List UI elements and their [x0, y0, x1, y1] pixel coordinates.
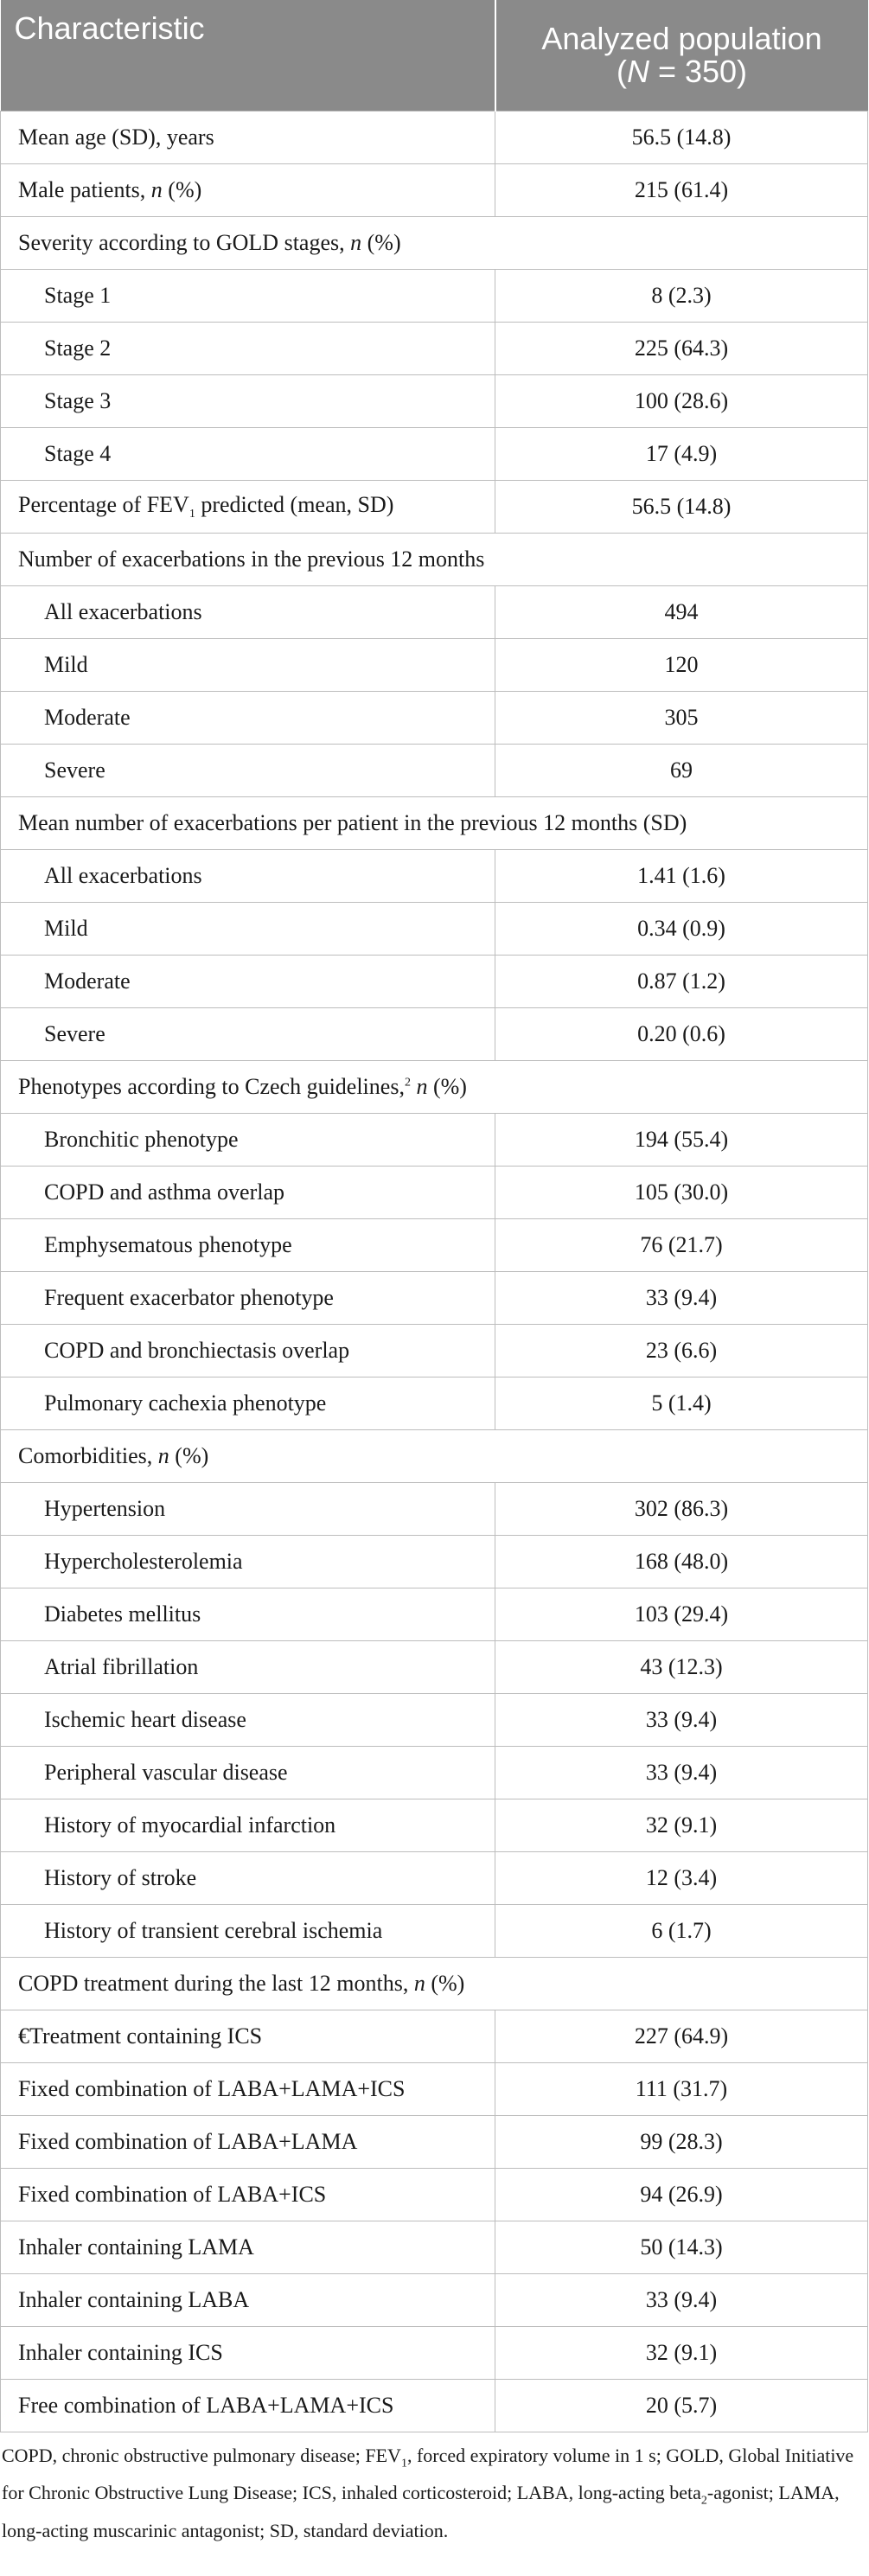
row-label-text: Stage 2: [44, 336, 112, 361]
row-label-text: Inhaler containing LABA: [18, 2287, 250, 2312]
table-row: [1, 1272, 868, 1325]
row-label: [1, 2327, 495, 2380]
row-value: 17 (4.9): [495, 428, 868, 481]
table-row: [1, 586, 868, 639]
row-value: 0.87 (1.2): [495, 956, 868, 1008]
row-label-suffix: (%): [361, 230, 401, 255]
table-row: [1, 639, 868, 692]
table-row: [1, 481, 868, 534]
table-row: [1, 1799, 868, 1852]
row-label: [1, 639, 495, 692]
row-label-text: Number of exacerbations in the previous 12 months: [18, 547, 485, 572]
header-n-symbol: N: [626, 54, 649, 89]
row-value: 56.5 (14.8): [495, 481, 868, 534]
row-label-italic: n: [157, 1443, 169, 1468]
row-value: 32 (9.1): [495, 1799, 868, 1852]
row-label-text: Mean number of exacerbations per patient in the previous 12 months (SD): [18, 810, 687, 835]
table-row: [1, 1641, 868, 1694]
row-label-text: All exacerbations: [44, 863, 202, 888]
row-label: [1, 1061, 868, 1114]
table-section-row: [1, 797, 868, 850]
row-value: 225 (64.3): [495, 323, 868, 375]
row-value: 168 (48.0): [495, 1536, 868, 1588]
row-label-suffix: (%): [427, 1074, 467, 1099]
table-row: [1, 164, 868, 217]
row-value: 94 (26.9): [495, 2169, 868, 2221]
row-label-text: Percentage of FEV: [18, 491, 189, 517]
table-section-row: [1, 217, 868, 270]
table-row: [1, 2221, 868, 2274]
row-value: 0.34 (0.9): [495, 903, 868, 956]
table-row: [1, 2380, 868, 2432]
row-label: [1, 481, 495, 534]
table-row: [1, 2327, 868, 2380]
row-label: [1, 1641, 495, 1694]
row-value: 1.41 (1.6): [495, 850, 868, 903]
row-label-text: History of transient cerebral ischemia: [44, 1918, 383, 1943]
table-section-row: [1, 1958, 868, 2010]
header-population-label: Analyzed population: [541, 21, 822, 56]
row-label: [1, 1483, 495, 1536]
row-label-text: Hypertension: [44, 1496, 166, 1521]
table-row: [1, 2116, 868, 2169]
table-row: [1, 745, 868, 797]
row-value: 5 (1.4): [495, 1377, 868, 1430]
row-value: 227 (64.9): [495, 2010, 868, 2063]
row-value: 494: [495, 586, 868, 639]
table-row: [1, 375, 868, 428]
row-label: [1, 2380, 495, 2432]
row-label-text: COPD treatment during the last 12 months,: [18, 1971, 414, 1996]
row-label: [1, 1219, 495, 1272]
row-label: [1, 1430, 868, 1483]
row-label: [1, 1905, 495, 1958]
row-value: 215 (61.4): [495, 164, 868, 217]
row-label-text: Male patients,: [18, 177, 151, 202]
row-label-text: Fixed combination of LABA+LAMA+ICS: [18, 2076, 406, 2101]
table-row: [1, 270, 868, 323]
row-value: 69: [495, 745, 868, 797]
row-label: [1, 903, 495, 956]
table-row: [1, 1325, 868, 1377]
table-row: [1, 1536, 868, 1588]
row-label: [1, 1008, 495, 1061]
row-value: 33 (9.4): [495, 1694, 868, 1747]
row-label-text: Pulmonary cachexia phenotype: [44, 1390, 327, 1416]
row-label-text: Peripheral vascular disease: [44, 1760, 288, 1785]
row-label-text: Severity according to GOLD stages,: [18, 230, 351, 255]
table-row: [1, 1694, 868, 1747]
row-label: [1, 1325, 495, 1377]
row-label-suffix: (%): [162, 177, 202, 202]
row-label-text: Inhaler containing ICS: [18, 2340, 223, 2365]
row-label-text: Severe: [44, 757, 105, 783]
row-label-text: Fixed combination of LABA+LAMA: [18, 2129, 358, 2154]
row-label: [1, 2221, 495, 2274]
table-row: [1, 323, 868, 375]
row-label-italic: n: [150, 177, 163, 202]
row-label-superscript: 2: [404, 1076, 411, 1090]
row-value: 302 (86.3): [495, 1483, 868, 1536]
table-row: [1, 1114, 868, 1167]
row-value: 56.5 (14.8): [495, 112, 868, 164]
table-row: [1, 1167, 868, 1219]
table-row: [1, 956, 868, 1008]
table-row: [1, 2063, 868, 2116]
header-n-value: = 350): [649, 54, 748, 89]
row-label: [1, 1167, 495, 1219]
footnote-sub-1: 1: [400, 2457, 407, 2471]
table-row: [1, 2010, 868, 2063]
row-value: 20 (5.7): [495, 2380, 868, 2432]
row-value: 12 (3.4): [495, 1852, 868, 1905]
row-value: 99 (28.3): [495, 2116, 868, 2169]
header-n-open: (: [616, 54, 627, 89]
table-row: [1, 1747, 868, 1799]
row-label: [1, 217, 868, 270]
table-body: [1, 112, 868, 2432]
row-value: 105 (30.0): [495, 1167, 868, 1219]
row-label-text: Diabetes mellitus: [44, 1601, 201, 1627]
row-label-text: Hypercholesterolemia: [44, 1549, 243, 1574]
row-label-italic: n: [413, 1971, 425, 1996]
row-value: 33 (9.4): [495, 1747, 868, 1799]
table-section-row: [1, 1061, 868, 1114]
row-label-italic: n: [410, 1074, 428, 1099]
row-label: [1, 1747, 495, 1799]
row-label: [1, 2116, 495, 2169]
row-label-text: Free combination of LABA+LAMA+ICS: [18, 2393, 394, 2418]
row-label: [1, 2010, 495, 2063]
table-header: [1, 0, 868, 112]
row-label: [1, 1588, 495, 1641]
row-value: 120: [495, 639, 868, 692]
row-value: 76 (21.7): [495, 1219, 868, 1272]
row-label-text: Mean age (SD), years: [18, 125, 214, 150]
row-label-text: Severe: [44, 1021, 105, 1046]
row-label-text: Frequent exacerbator phenotype: [44, 1285, 334, 1310]
row-label: [1, 375, 495, 428]
row-value: 43 (12.3): [495, 1641, 868, 1694]
row-label-text: Atrial fibrillation: [44, 1654, 199, 1679]
table-row: [1, 112, 868, 164]
row-label-text: Fixed combination of LABA+ICS: [18, 2182, 327, 2207]
row-label: [1, 270, 495, 323]
table-row: [1, 1483, 868, 1536]
row-label: [1, 1799, 495, 1852]
row-value: 103 (29.4): [495, 1588, 868, 1641]
row-label: [1, 2169, 495, 2221]
row-label: [1, 1694, 495, 1747]
header-characteristic: Characteristic: [1, 0, 495, 112]
row-label-text: Moderate: [44, 968, 131, 994]
table-row: [1, 903, 868, 956]
row-label: [1, 164, 495, 217]
row-label-text: Mild: [44, 652, 88, 677]
row-label: [1, 586, 495, 639]
row-label: [1, 1272, 495, 1325]
row-label-text: €Treatment containing ICS: [18, 2023, 263, 2049]
row-label: [1, 1852, 495, 1905]
row-value: 32 (9.1): [495, 2327, 868, 2380]
row-label: [1, 428, 495, 481]
row-label-italic: n: [350, 230, 362, 255]
row-label-text: Stage 1: [44, 283, 112, 308]
row-label: [1, 692, 495, 745]
row-label-text: Bronchitic phenotype: [44, 1127, 239, 1152]
row-label-text: Moderate: [44, 705, 131, 730]
table-row: [1, 1219, 868, 1272]
table-section-row: [1, 534, 868, 586]
row-label-text: Phenotypes according to Czech guidelines,: [18, 1074, 405, 1099]
header-row: [1, 0, 868, 112]
footnote-text-1: COPD, chronic obstructive pulmonary disease; FEV: [2, 2445, 401, 2466]
footnote-sub-2: 2: [700, 2494, 707, 2508]
row-label-text: Emphysematous phenotype: [44, 1232, 292, 1257]
table-row: [1, 1008, 868, 1061]
row-value: 8 (2.3): [495, 270, 868, 323]
footnote-text-2: , forced expiratory volume in 1 s; GOLD, Global Initiative for Chronic Obstructive Lung Disease; ICS, inhaled corticosteroid; LABA, long-acting beta: [2, 2445, 854, 2504]
table-row: [1, 2274, 868, 2327]
row-label: [1, 1536, 495, 1588]
row-value: 6 (1.7): [495, 1905, 868, 1958]
row-label: [1, 112, 495, 164]
table-row: [1, 850, 868, 903]
row-value: 305: [495, 692, 868, 745]
row-value: 50 (14.3): [495, 2221, 868, 2274]
row-label-text: Inhaler containing LAMA: [18, 2234, 254, 2260]
table-row: [1, 428, 868, 481]
row-label-text: Ischemic heart disease: [44, 1707, 246, 1732]
row-label-suffix: (%): [425, 1971, 465, 1996]
row-label: [1, 850, 495, 903]
row-label: [1, 2063, 495, 2116]
row-value: 33 (9.4): [495, 1272, 868, 1325]
footnote-text-3: -agonist; LAMA, long-acting muscarinic antagonist; SD, standard deviation.: [2, 2482, 840, 2541]
table-row: [1, 1377, 868, 1430]
row-label-text: History of myocardial infarction: [44, 1812, 336, 1838]
row-label: [1, 1114, 495, 1167]
table-section-row: [1, 1430, 868, 1483]
row-label: [1, 745, 495, 797]
row-label-text: All exacerbations: [44, 599, 202, 624]
table-row: [1, 1588, 868, 1641]
row-label: [1, 1377, 495, 1430]
row-label-suffix: (%): [169, 1443, 209, 1468]
table-row: [1, 1852, 868, 1905]
row-label-text: COPD and asthma overlap: [44, 1179, 285, 1205]
row-label-subscript: 1: [188, 508, 195, 521]
row-label-text: Stage 4: [44, 441, 112, 466]
header-analyzed-population: [495, 0, 868, 112]
row-label-text: History of stroke: [44, 1865, 197, 1890]
row-value: 33 (9.4): [495, 2274, 868, 2327]
row-label: [1, 2274, 495, 2327]
row-label-text: Stage 3: [44, 388, 112, 413]
row-label-suffix: predicted (mean, SD): [195, 491, 394, 517]
row-value: 194 (55.4): [495, 1114, 868, 1167]
row-label-text: Comorbidities,: [18, 1443, 158, 1468]
row-value: 23 (6.6): [495, 1325, 868, 1377]
row-label: [1, 323, 495, 375]
table-row: [1, 2169, 868, 2221]
row-label: [1, 956, 495, 1008]
row-label: [1, 797, 868, 850]
row-label: [1, 1958, 868, 2010]
row-value: 100 (28.6): [495, 375, 868, 428]
table-row: [1, 1905, 868, 1958]
table-row: [1, 692, 868, 745]
row-label: [1, 534, 868, 586]
row-value: 111 (31.7): [495, 2063, 868, 2116]
table-footnote: [0, 2432, 869, 2546]
row-label-text: COPD and bronchiectasis overlap: [44, 1338, 350, 1363]
row-value: 0.20 (0.6): [495, 1008, 868, 1061]
row-label-text: Mild: [44, 916, 88, 941]
